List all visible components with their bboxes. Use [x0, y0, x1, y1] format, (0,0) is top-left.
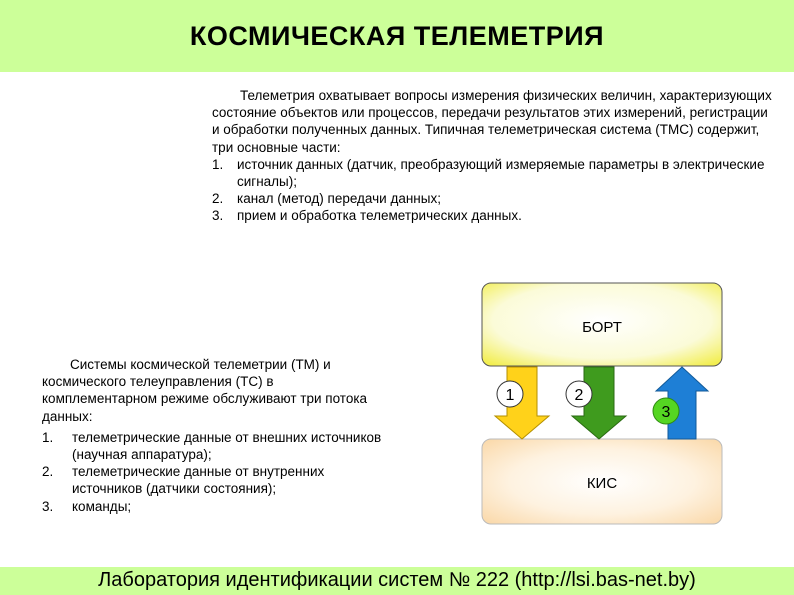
- list-item: [212, 156, 772, 190]
- list-item-number: 2.: [42, 464, 54, 480]
- list-item-number: 3.: [212, 208, 224, 224]
- list-item-text: канал (метод) передачи данных;: [237, 191, 441, 207]
- intro-paragraph: Телеметрия охватывает вопросы измерения физических величин, характеризующих состояние объектов или процессов, передачи результатов этих измерений, регистрации и обработки полученных данных. Типичная телеметрическая система (ТМС) содержит, три основные части:: [212, 88, 772, 155]
- telemetry-diagram: [470, 276, 732, 551]
- data-flows-text-block: [42, 356, 390, 515]
- footer-bar: [0, 567, 794, 595]
- list-item-text: прием и обработка телеметрических данных.: [237, 208, 522, 224]
- intro-text-block: [212, 87, 772, 225]
- list-item-number: 1.: [42, 429, 54, 445]
- arrow-3-label: 3: [661, 404, 671, 421]
- footer-text: Лаборатория идентификации систем № 222 (http://lsi.bas-net.by): [98, 569, 696, 591]
- data-flows-list: [42, 429, 390, 515]
- title-bar: [0, 0, 794, 72]
- list-item-number: 2.: [212, 191, 224, 207]
- board-label: БОРТ: [582, 319, 622, 336]
- list-item-number: 1.: [212, 156, 224, 172]
- arrow-2-label: 2: [574, 387, 584, 404]
- page-title: КОСМИЧЕСКАЯ ТЕЛЕМЕТРИЯ: [189, 20, 605, 51]
- list-item: [42, 463, 390, 497]
- list-item-text: телеметрические данные от внутренних источников (датчики состояния);: [72, 464, 325, 497]
- arrow-1-label: 1: [505, 387, 515, 404]
- data-flows-paragraph: Системы космической телеметрии (ТМ) и космического телеуправления (ТС) в комплементарном режиме обслуживают три потока данных:: [42, 357, 368, 424]
- list-item: [212, 207, 772, 224]
- intro-list: [212, 156, 772, 225]
- telemetry-diagram-svg: [470, 276, 732, 546]
- list-item: [212, 190, 772, 207]
- kis-label: КИС: [586, 475, 618, 492]
- list-item-text: телеметрические данные от внешних источников (научная аппаратура);: [72, 429, 382, 463]
- list-item-text: источник данных (датчик, преобразующий измеряемые параметры в электрические сигналы);: [237, 156, 765, 190]
- list-item: [42, 429, 390, 463]
- list-item-number: 3.: [42, 498, 54, 514]
- list-item-text: команды;: [72, 498, 132, 514]
- list-item: [42, 498, 390, 515]
